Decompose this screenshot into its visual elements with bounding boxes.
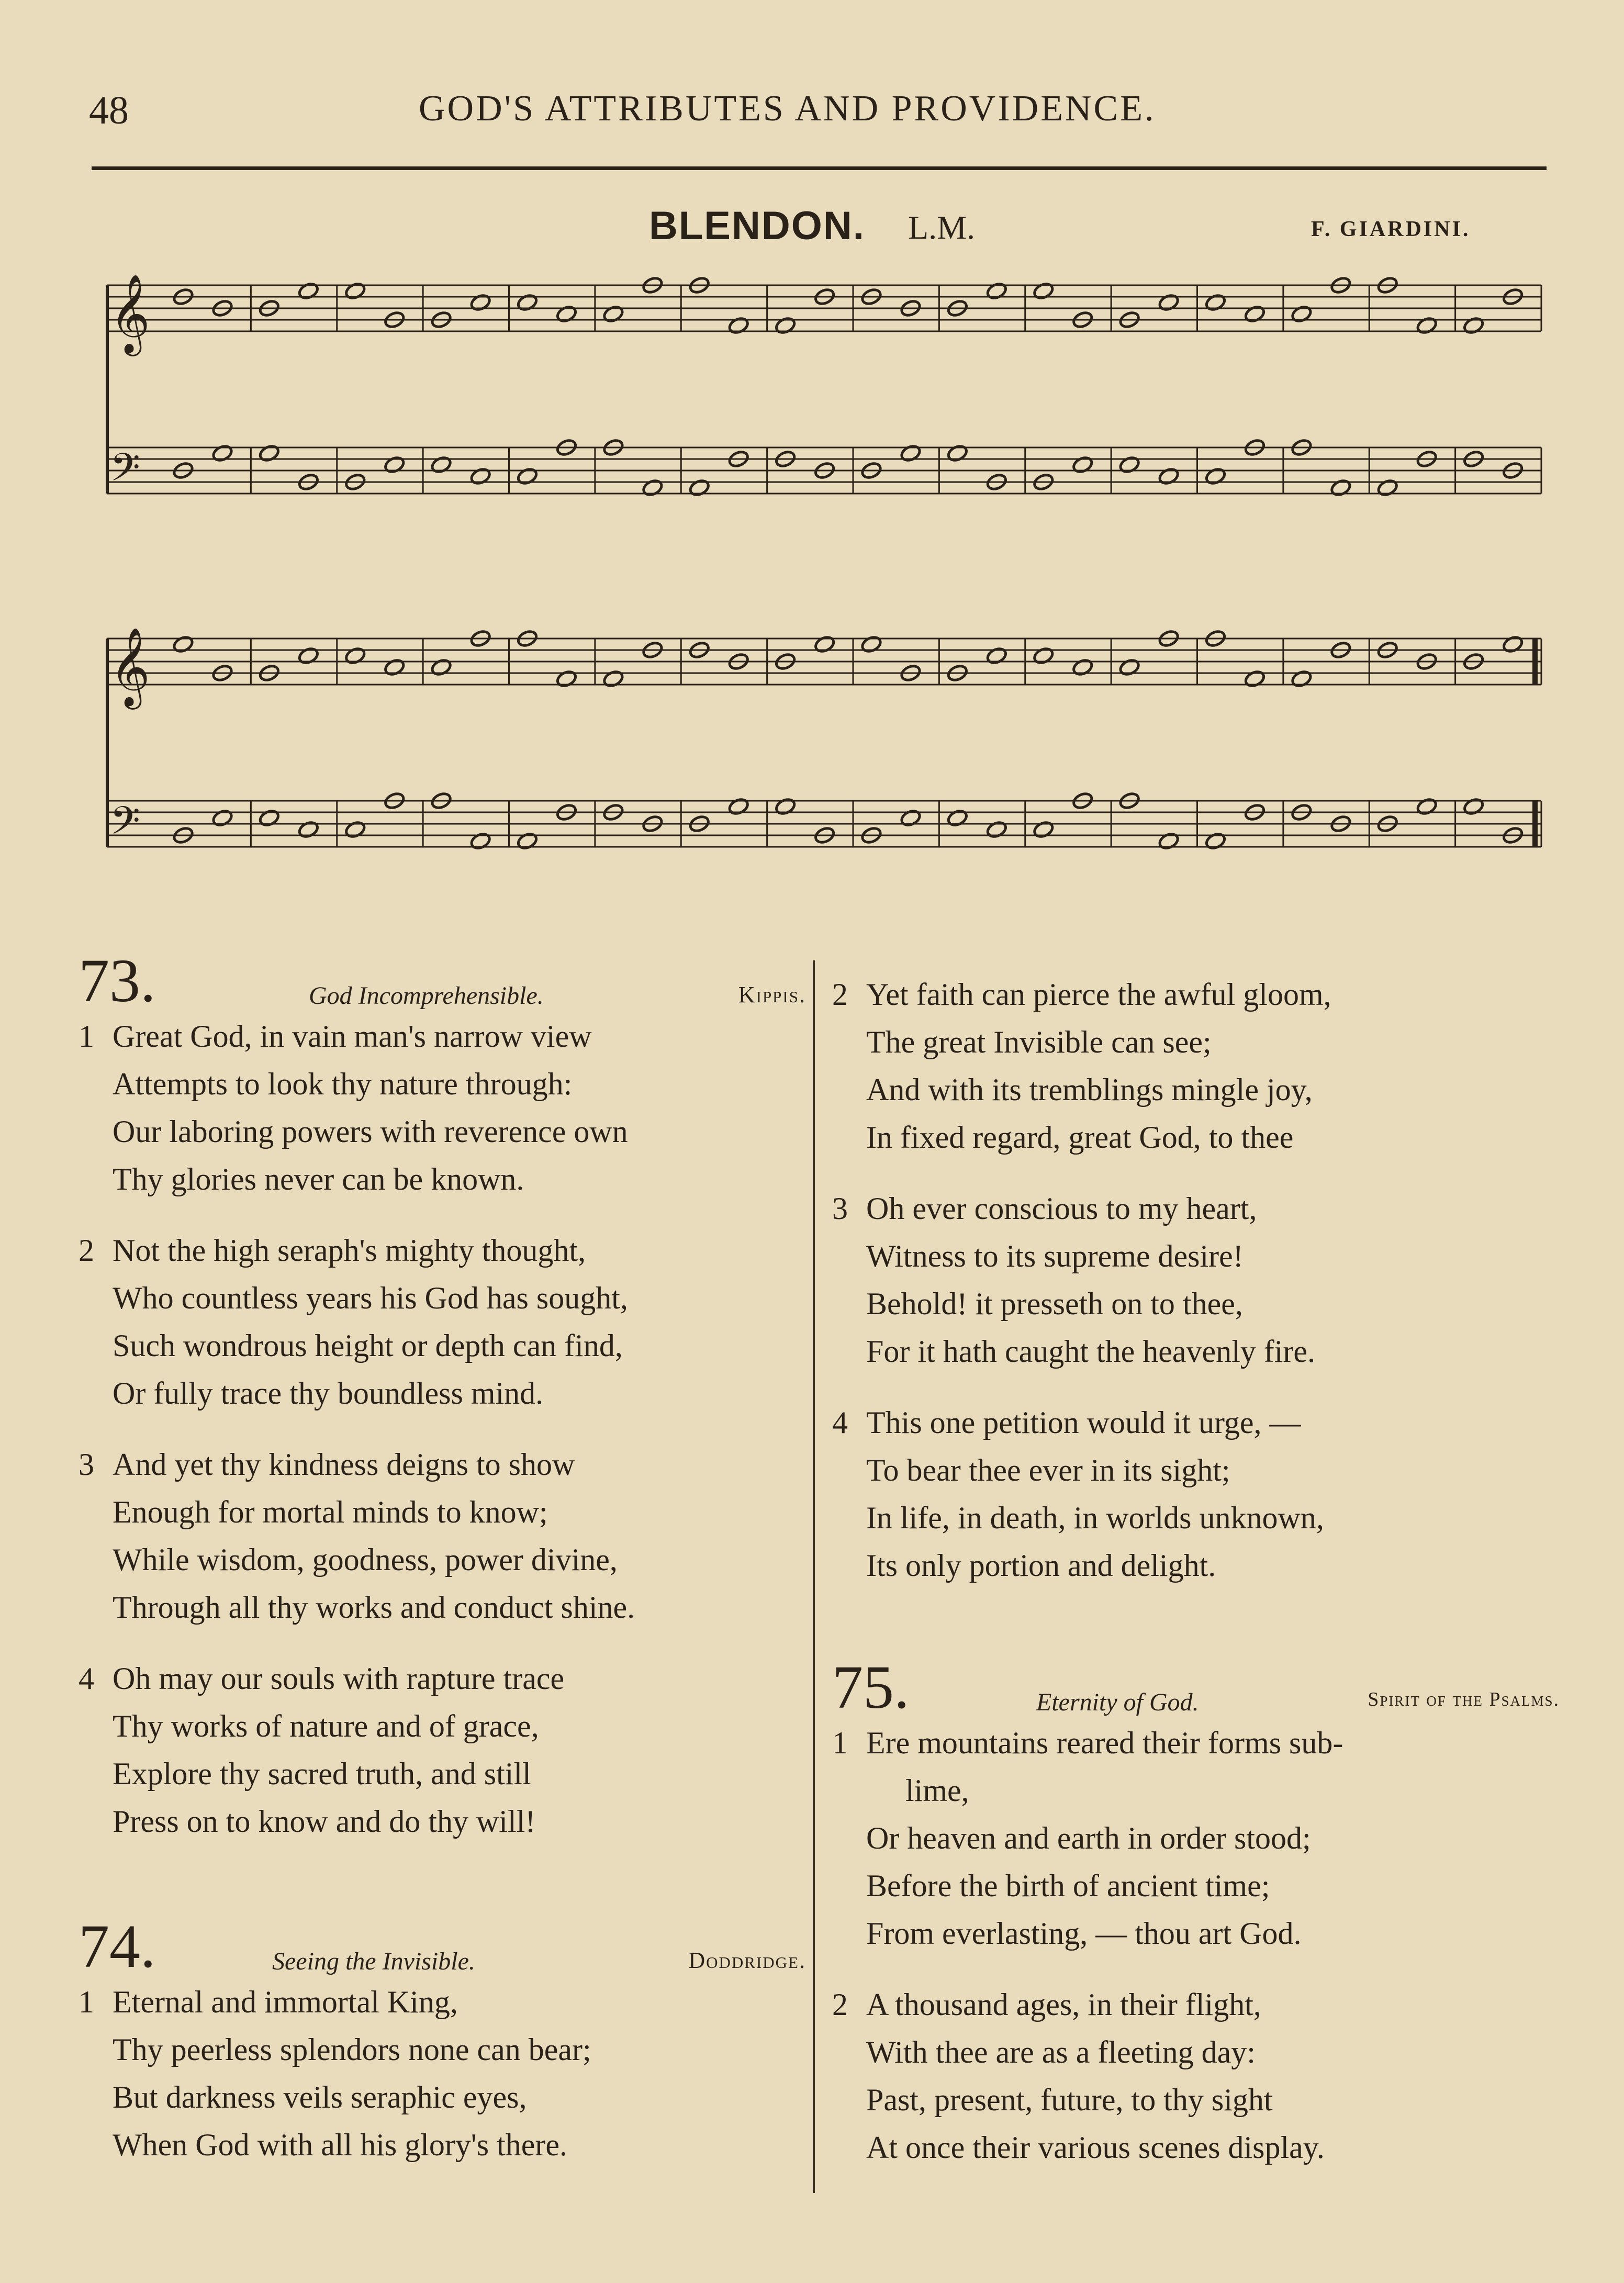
stanza bbox=[79, 1227, 806, 1417]
verse-line: The great Invisible can see; bbox=[866, 1025, 1212, 1059]
note-head bbox=[344, 282, 366, 301]
bass-clef-icon: 𝄢 bbox=[110, 798, 140, 853]
note-head bbox=[211, 444, 234, 463]
note-head bbox=[469, 832, 492, 851]
verse-number: 3 bbox=[79, 1447, 94, 1482]
stanza bbox=[832, 1719, 1560, 1957]
running-head bbox=[89, 88, 1544, 135]
hymn-number: 75. bbox=[832, 1653, 910, 1721]
verse-number: 2 bbox=[79, 1233, 94, 1268]
note-head bbox=[211, 809, 234, 828]
verse-line: Oh may our souls with rapture trace bbox=[113, 1661, 565, 1696]
note-head bbox=[641, 478, 664, 498]
verse-line: Or heaven and earth in order stood; bbox=[866, 1821, 1311, 1855]
hymn-75 bbox=[832, 1653, 1560, 2195]
note-head bbox=[1416, 316, 1438, 335]
hymn-author: Spirit of the Psalms. bbox=[1368, 1688, 1560, 1710]
note-head bbox=[1158, 293, 1180, 312]
verse-line: A thousand ages, in their flight, bbox=[866, 1987, 1261, 2022]
note-head bbox=[1329, 478, 1352, 498]
note-head bbox=[985, 282, 1008, 301]
hymn-title: Seeing the Invisible. bbox=[272, 1948, 475, 1975]
verse-number: 1 bbox=[79, 1019, 94, 1054]
note-head bbox=[258, 809, 281, 828]
verse-line: Oh ever conscious to my heart, bbox=[866, 1191, 1257, 1226]
verse-number: 2 bbox=[832, 1987, 848, 2022]
verse-line: For it hath caught the heavenly fire. bbox=[866, 1334, 1316, 1369]
note-head bbox=[813, 635, 836, 654]
stanza bbox=[832, 971, 1560, 1161]
music-score bbox=[97, 251, 1552, 890]
note-head bbox=[430, 455, 453, 475]
verse-line: Yet faith can pierce the awful gloom, bbox=[866, 977, 1331, 1012]
verse-line: Press on to know and do thy will! bbox=[113, 1804, 536, 1839]
note-head bbox=[1032, 282, 1055, 301]
verse-line: Eternal and immortal King, bbox=[113, 1985, 458, 2019]
note-head bbox=[1032, 820, 1055, 840]
note-head bbox=[555, 305, 578, 324]
verse-number: 4 bbox=[832, 1405, 848, 1440]
verse-line: When God with all his glory's there. bbox=[113, 2128, 567, 2162]
hymn-74 bbox=[79, 1912, 806, 2192]
note-head bbox=[297, 646, 320, 666]
note-head bbox=[1502, 635, 1524, 654]
verse-line: Enough for mortal minds to know; bbox=[113, 1495, 548, 1529]
tune-meter: L.M. bbox=[908, 209, 975, 246]
note-head bbox=[297, 282, 320, 301]
verse-line: Attempts to look thy nature through: bbox=[113, 1067, 573, 1101]
note-head bbox=[946, 809, 969, 828]
note-head bbox=[516, 832, 539, 851]
note-head bbox=[516, 293, 539, 312]
hymn-author: Kippis. bbox=[738, 982, 806, 1008]
verse-number: 1 bbox=[79, 1985, 94, 2019]
verse-line: And with its tremblings mingle joy, bbox=[866, 1072, 1313, 1107]
note-head bbox=[1071, 455, 1094, 475]
verse-number: 2 bbox=[832, 977, 848, 1012]
tune-name: BLENDON. bbox=[649, 204, 865, 248]
hymn-title: God Incomprehensible. bbox=[309, 982, 544, 1010]
note-head bbox=[1204, 832, 1227, 851]
verse-line: Great God, in vain man's narrow view bbox=[113, 1019, 592, 1054]
verse-line: Thy glories never can be known. bbox=[113, 1162, 524, 1196]
note-head bbox=[1118, 455, 1141, 475]
note-head bbox=[469, 467, 492, 486]
stanza bbox=[832, 1399, 1560, 1590]
note-head bbox=[1118, 658, 1141, 677]
verse-line: Thy works of nature and of grace, bbox=[113, 1709, 539, 1743]
verse-line: Explore thy sacred truth, and still bbox=[113, 1756, 531, 1791]
note-head bbox=[1462, 797, 1485, 816]
note-head bbox=[602, 669, 624, 689]
note-head bbox=[172, 635, 195, 654]
verse-line: Its only portion and delight. bbox=[866, 1548, 1216, 1583]
note-head bbox=[774, 316, 797, 335]
stanza bbox=[79, 1978, 806, 2169]
note-head bbox=[1158, 832, 1180, 851]
stanza bbox=[79, 1655, 806, 1845]
note-head bbox=[430, 658, 453, 677]
running-title: GOD'S ATTRIBUTES AND PROVIDENCE. bbox=[419, 88, 1156, 129]
note-head bbox=[469, 293, 492, 312]
note-head bbox=[985, 820, 1008, 840]
verse-line: lime, bbox=[905, 1773, 969, 1808]
verse-line: But darkness veils seraphic eyes, bbox=[113, 2080, 527, 2114]
stanza bbox=[79, 1441, 806, 1631]
verse-line: While wisdom, goodness, power divine, bbox=[113, 1542, 618, 1577]
note-head bbox=[946, 444, 969, 463]
note-head bbox=[344, 646, 366, 666]
hymn-73 bbox=[79, 946, 806, 1869]
hymn-number: 74. bbox=[79, 1912, 156, 1980]
note-head bbox=[516, 467, 539, 486]
hymn-author: Doddridge. bbox=[688, 1948, 806, 1973]
header-rule bbox=[92, 166, 1547, 170]
note-head bbox=[383, 455, 406, 475]
note-head bbox=[555, 669, 578, 689]
note-head bbox=[1204, 467, 1227, 486]
verse-line: Our laboring powers with reverence own bbox=[113, 1114, 628, 1149]
verse-line: In fixed regard, great God, to thee bbox=[866, 1120, 1294, 1155]
verse-line: In life, in death, in worlds unknown, bbox=[866, 1501, 1324, 1535]
note-head bbox=[985, 646, 1008, 666]
note-head bbox=[1071, 658, 1094, 677]
verse-line: At once their various scenes display. bbox=[866, 2130, 1325, 2165]
treble-clef-icon: 𝄞 bbox=[110, 273, 150, 353]
note-head bbox=[1290, 669, 1313, 689]
page-number: 48 bbox=[89, 88, 129, 132]
verse-line: Behold! it presseth on to thee, bbox=[866, 1286, 1243, 1321]
treble-clef-icon: 𝄞 bbox=[110, 626, 150, 706]
note-head bbox=[1462, 316, 1485, 335]
verse-line: Who countless years his God has sought, bbox=[113, 1281, 628, 1315]
note-head bbox=[1204, 293, 1227, 312]
note-head bbox=[1244, 669, 1266, 689]
note-head bbox=[727, 316, 750, 335]
verse-line: And yet thy kindness deigns to show bbox=[113, 1447, 575, 1482]
verse-line: Or fully trace thy boundless mind. bbox=[113, 1376, 544, 1411]
verse-number: 4 bbox=[79, 1661, 94, 1696]
column-divider bbox=[813, 960, 815, 2193]
note-head bbox=[1032, 646, 1055, 666]
note-head bbox=[900, 444, 922, 463]
verse-number: 3 bbox=[832, 1191, 848, 1226]
note-head bbox=[344, 820, 366, 840]
verse-line: With thee are as a fleeting day: bbox=[866, 2035, 1256, 2069]
note-head bbox=[688, 478, 711, 498]
verse-line: To bear thee ever in its sight; bbox=[866, 1453, 1230, 1487]
note-head bbox=[258, 444, 281, 463]
stanza bbox=[832, 1185, 1560, 1375]
verse-line: This one petition would it urge, — bbox=[866, 1405, 1301, 1440]
verse-number: 1 bbox=[832, 1726, 848, 1760]
note-head bbox=[1158, 467, 1180, 486]
verse-line: Through all thy works and conduct shine. bbox=[113, 1590, 635, 1625]
note-head bbox=[297, 820, 320, 840]
note-head bbox=[1376, 478, 1399, 498]
note-head bbox=[774, 797, 797, 816]
note-head bbox=[1416, 797, 1438, 816]
note-head bbox=[860, 635, 883, 654]
verse-line: Such wondrous height or depth can find, bbox=[113, 1328, 623, 1363]
note-head bbox=[1290, 305, 1313, 324]
verse-line: Ere mountains reared their forms sub- bbox=[866, 1726, 1343, 1760]
hymn-number: 73. bbox=[79, 946, 156, 1015]
tune-composer: F. GIARDINI. bbox=[1311, 217, 1471, 241]
verse-line: Thy peerless splendors none can bear; bbox=[113, 2032, 591, 2067]
note-head bbox=[383, 658, 406, 677]
verse-line: From everlasting, — thou art God. bbox=[866, 1916, 1302, 1951]
verse-line: Not the high seraph's mighty thought, bbox=[113, 1233, 586, 1268]
note-head bbox=[1244, 305, 1266, 324]
stanza bbox=[79, 1013, 806, 1203]
note-head bbox=[727, 797, 750, 816]
bass-clef-icon: 𝄢 bbox=[110, 445, 140, 500]
stanza bbox=[832, 1981, 1560, 2172]
note-head bbox=[602, 305, 624, 324]
verse-line: Witness to its supreme desire! bbox=[866, 1239, 1244, 1273]
hymn-title: Eternity of God. bbox=[1036, 1688, 1199, 1716]
verse-line: Before the birth of ancient time; bbox=[866, 1868, 1270, 1903]
verse-line: Past, present, future, to thy sight bbox=[866, 2083, 1273, 2117]
hymn-74-continued bbox=[832, 971, 1560, 1613]
note-head bbox=[900, 809, 922, 828]
